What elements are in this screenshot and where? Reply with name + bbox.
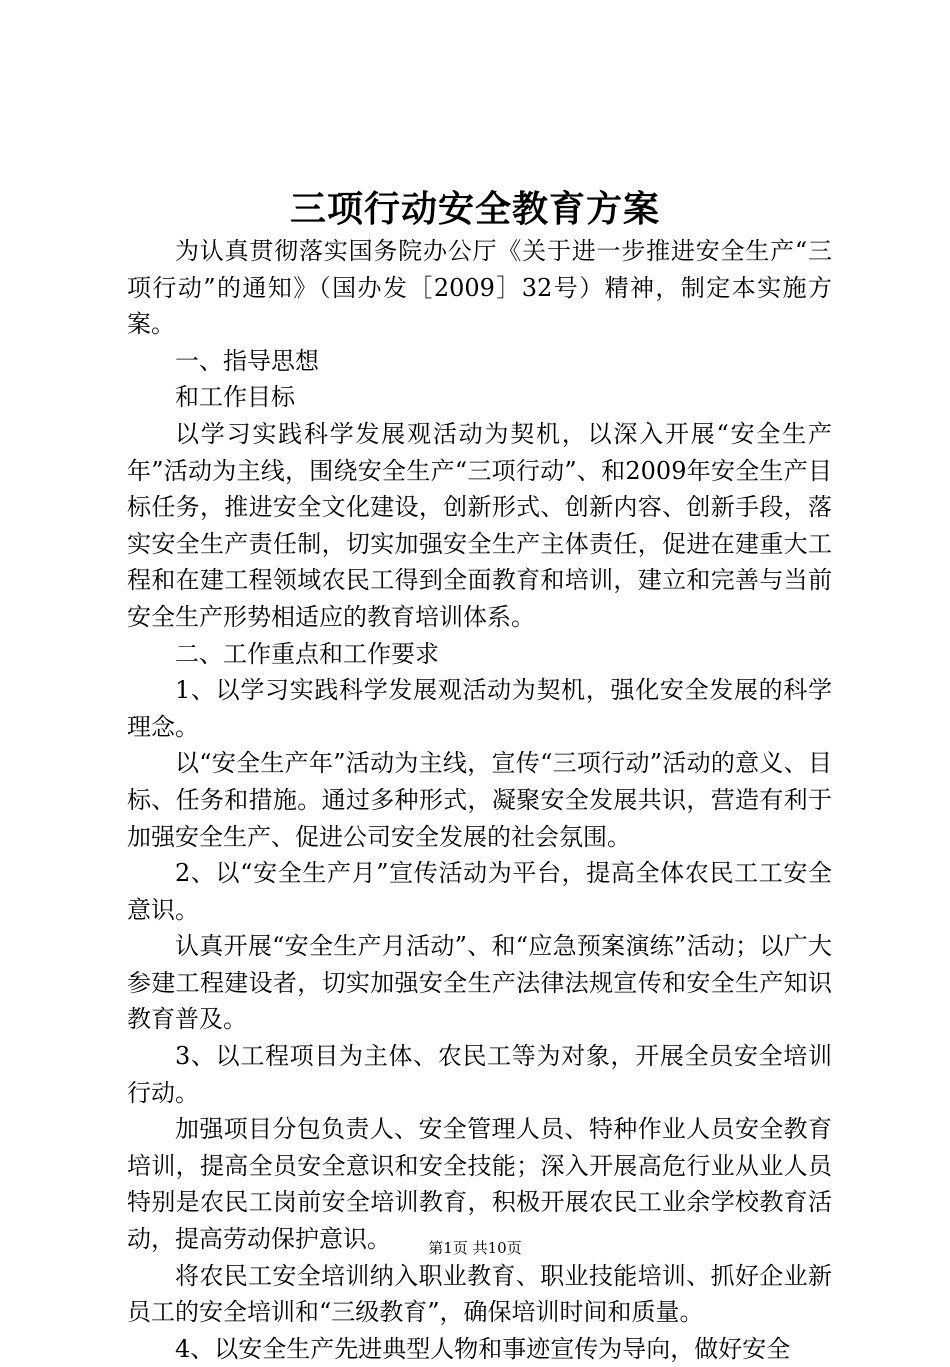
page-number-footer: 第1页 共10页: [428, 1239, 522, 1257]
paragraph-intro: 为认真贯彻落实国务院办公厅《关于进一步推进安全生产“三项行动”的通知》（国办发［2009］32号）精神，制定本实施方案。: [127, 237, 832, 339]
paragraph-item-2-detail: 认真开展“安全生产月活动”、和“应急预案演练”活动；以广大参建工程建设者，切实加强安全生产法律法规宣传和安全生产知识教育普及。: [127, 932, 832, 1034]
subheading-item-4: 4、以安全生产先进典型人物和事迹宣传为导向，做好安全: [175, 1334, 791, 1363]
document-body: [127, 233, 832, 1367]
paragraph-item-3-detail: 加强项目分包负责人、安全管理人员、特种作业人员安全教育培训，提高全员安全意识和安全技能；深入开展高危行业从业人员特别是农民工岗前安全培训教育，积极开展农民工业余学校教育活动，提高劳动保护意识。: [127, 1115, 832, 1254]
section-heading-guiding-thought: 一、指导思想: [175, 346, 319, 375]
subheading-item-3: 3、以工程项目为主体、农民工等为对象，开展全员安全培训行动。: [127, 1042, 832, 1107]
section-heading-work-goal: 和工作目标: [175, 383, 295, 412]
subheading-item-2: 2、以“安全生产月”宣传活动为平台，提高全体农民工工安全意识。: [127, 859, 832, 924]
paragraph-item-3-training: 将农民工安全培训纳入职业教育、职业技能培训、抓好企业新员工的安全培训和“三级教育”，确保培训时间和质量。: [127, 1261, 832, 1327]
subheading-item-1: 1、以学习实践科学发展观活动为契机，强化安全发展的科学理念。: [127, 676, 832, 741]
section-heading-work-focus: 二、工作重点和工作要求: [175, 639, 439, 668]
paragraph-item-1-detail: 以“安全生产年”活动为主线，宣传“三项行动”活动的意义、目标、任务和措施。通过多种形式，凝聚安全发展共识，营造有利于加强安全生产、促进公司安全发展的社会氛围。: [127, 749, 832, 851]
document-title: 三项行动安全教育方案: [289, 188, 660, 230]
paragraph-guiding-content: 以学习实践科学发展观活动为契机，以深入开展“安全生产年”活动为主线，围绕安全生产“三项行动”、和2009年安全生产目标任务，推进安全文化建设，创新形式、创新内容、创新手段，落实安全生产责任制，切实加强安全生产主体责任，促进在建重大工程和在建工程领域农民工得到全面教育和培训，建立和完善与当前安全生产形势相适应的教育培训体系。: [127, 419, 832, 631]
